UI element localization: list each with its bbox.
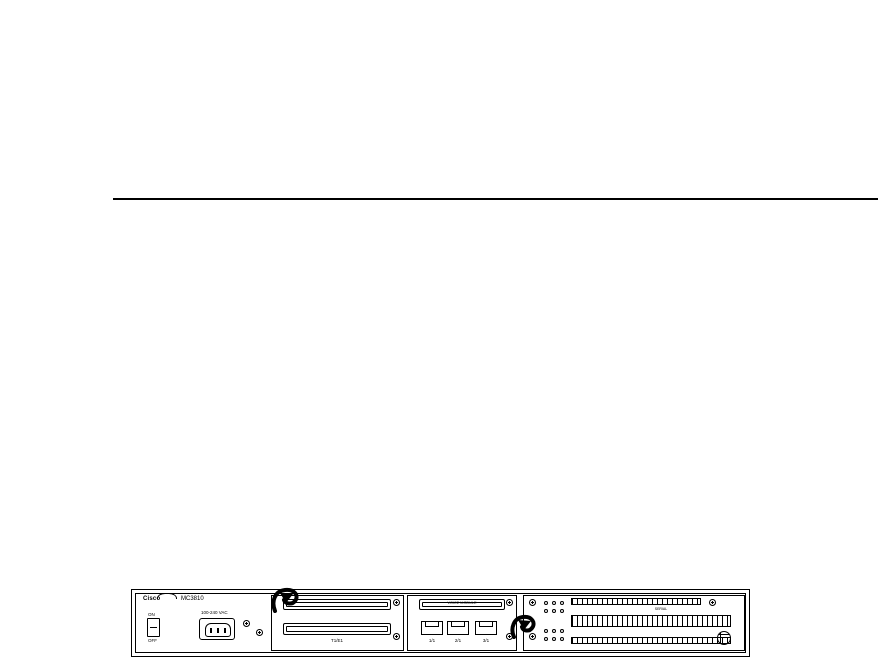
rear-panel-figure [131,589,750,657]
module-3-screw-right [709,599,716,606]
terminal-strip-middle[interactable] [571,615,731,627]
status-led-9 [560,629,564,633]
terminal-strip-middle-teeth [572,616,730,626]
status-led-8 [552,629,556,633]
brand-label: Cisco [143,596,161,602]
voice-port-1-label: 1/1 [428,638,436,643]
voice-port-1[interactable] [421,621,443,635]
terminal-strip-lower-teeth [572,638,730,643]
horizontal-rule [113,198,878,200]
voice-port-2[interactable] [447,621,469,635]
status-led-10 [544,637,548,641]
callout-arrow-upper [269,587,309,613]
ac-pin-1 [210,628,212,633]
ground-screw-left-upper [243,620,250,627]
module-3-label: SERIAL [654,607,668,611]
brand-logo [143,596,160,602]
voice-port-3-label: 3/1 [482,638,490,643]
status-led-1 [544,601,548,605]
power-switch-on-label: ON [148,612,155,617]
ac-power-inlet[interactable] [199,618,235,640]
module-1-label: T1/E1 [330,638,343,643]
status-led-6 [560,609,564,613]
status-led-5 [552,609,556,613]
status-led-2 [552,601,556,605]
chassis-fan-vent [717,631,731,645]
module-1-screw-lower [393,633,400,640]
status-led-12 [560,637,564,641]
terminal-strip-lower[interactable] [571,637,731,644]
status-led-7 [544,629,548,633]
power-switch-off-label: OFF [148,638,157,643]
ac-inlet-label: 100-240 VAC [201,610,228,615]
module-1-lower-connector[interactable] [283,623,391,635]
voice-port-3[interactable] [475,621,497,635]
model-label: MC3810 [181,596,204,602]
module-2-screw-upper [506,599,513,606]
ac-pin-2 [217,628,219,633]
module-3-screw-upper [529,599,536,606]
ground-screw-left-lower [256,629,263,636]
module-2-label: VOICE MODULE [447,601,477,605]
terminal-strip-upper[interactable] [571,598,701,605]
module-1-screw-upper [393,599,400,606]
terminal-strip-upper-teeth [572,599,700,604]
power-switch[interactable] [147,618,160,637]
status-led-4 [544,609,548,613]
ac-pin-3 [224,628,226,633]
status-led-3 [560,601,564,605]
module-1-lower-connector-inner [286,626,388,632]
status-led-11 [552,637,556,641]
voice-port-2-label: 2/1 [454,638,462,643]
callout-arrow-lower [509,613,543,639]
